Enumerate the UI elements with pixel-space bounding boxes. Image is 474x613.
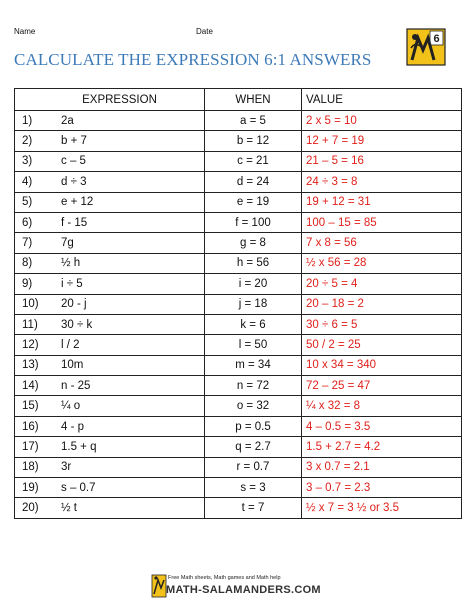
expression-cell bbox=[15, 172, 205, 192]
expression-text: ¼ o bbox=[61, 400, 81, 413]
table-row bbox=[15, 172, 462, 192]
expression-text: 1.5 + q bbox=[61, 440, 97, 453]
question-number: 19) bbox=[22, 481, 39, 494]
table-row bbox=[15, 355, 462, 375]
table-row bbox=[15, 376, 462, 396]
answer-cell: 12 + 7 = 19 bbox=[302, 131, 462, 151]
question-number: 10) bbox=[22, 298, 39, 311]
expression-cell bbox=[15, 376, 205, 396]
table-row bbox=[15, 457, 462, 477]
question-number: 6) bbox=[22, 216, 33, 229]
expression-table bbox=[14, 88, 462, 519]
name-label: Name bbox=[14, 27, 36, 36]
expression-text: 3r bbox=[61, 461, 72, 474]
expression-text: ½ h bbox=[61, 257, 81, 270]
expression-cell bbox=[15, 457, 205, 477]
expression-text: c – 5 bbox=[61, 155, 86, 168]
table-row bbox=[15, 498, 462, 518]
expression-cell bbox=[15, 233, 205, 253]
question-number: 7) bbox=[22, 237, 33, 250]
expression-text: 7g bbox=[61, 237, 74, 250]
table-row bbox=[15, 478, 462, 498]
expression-text: l / 2 bbox=[61, 338, 80, 351]
expression-cell bbox=[15, 396, 205, 416]
table-row bbox=[15, 274, 462, 294]
expression-text: d ÷ 3 bbox=[61, 175, 87, 188]
when-cell: l = 50 bbox=[205, 335, 302, 355]
question-number: 1) bbox=[22, 114, 33, 127]
expression-cell bbox=[15, 498, 205, 518]
question-number: 18) bbox=[22, 461, 39, 474]
question-number: 13) bbox=[22, 359, 39, 372]
answer-cell: 20 – 18 = 2 bbox=[302, 294, 462, 314]
when-cell: q = 2.7 bbox=[205, 437, 302, 457]
answer-cell: 20 ÷ 5 = 4 bbox=[302, 274, 462, 294]
header-value: VALUE bbox=[302, 89, 462, 111]
expression-cell bbox=[15, 314, 205, 334]
answer-cell: 19 + 12 = 31 bbox=[302, 192, 462, 212]
when-cell: p = 0.5 bbox=[205, 416, 302, 436]
when-cell: g = 8 bbox=[205, 233, 302, 253]
table-row bbox=[15, 233, 462, 253]
when-cell: i = 20 bbox=[205, 274, 302, 294]
expression-cell bbox=[15, 111, 205, 131]
question-number: 15) bbox=[22, 400, 39, 413]
when-cell: b = 12 bbox=[205, 131, 302, 151]
when-cell: t = 7 bbox=[205, 498, 302, 518]
answer-cell: 3 x 0.7 = 2.1 bbox=[302, 457, 462, 477]
table-row bbox=[15, 396, 462, 416]
table-row bbox=[15, 416, 462, 436]
expression-cell bbox=[15, 192, 205, 212]
table-row bbox=[15, 192, 462, 212]
when-cell: d = 24 bbox=[205, 172, 302, 192]
expression-text: ½ t bbox=[61, 502, 77, 515]
answer-cell: ½ x 7 = 3 ½ or 3.5 bbox=[302, 498, 462, 518]
expression-cell bbox=[15, 478, 205, 498]
expression-text: 2a bbox=[61, 114, 74, 127]
expression-cell bbox=[15, 416, 205, 436]
expression-text: 30 ÷ k bbox=[61, 318, 93, 331]
question-number: 16) bbox=[22, 420, 39, 433]
answer-cell: 7 x 8 = 56 bbox=[302, 233, 462, 253]
when-cell: k = 6 bbox=[205, 314, 302, 334]
answer-cell: 3 – 0.7 = 2.3 bbox=[302, 478, 462, 498]
header-when: WHEN bbox=[205, 89, 302, 111]
when-cell: s = 3 bbox=[205, 478, 302, 498]
question-number: 2) bbox=[22, 135, 33, 148]
table-header-row bbox=[15, 89, 462, 111]
table-row bbox=[15, 151, 462, 171]
answer-cell: 100 – 15 = 85 bbox=[302, 212, 462, 232]
expression-text: i ÷ 5 bbox=[61, 277, 83, 290]
table-row bbox=[15, 314, 462, 334]
when-cell: m = 34 bbox=[205, 355, 302, 375]
expression-text: e + 12 bbox=[61, 196, 94, 209]
expression-cell bbox=[15, 274, 205, 294]
answer-cell: 30 ÷ 6 = 5 bbox=[302, 314, 462, 334]
when-cell: e = 19 bbox=[205, 192, 302, 212]
when-cell: h = 56 bbox=[205, 253, 302, 273]
answer-cell: 2 x 5 = 10 bbox=[302, 111, 462, 131]
page-title: CALCULATE THE EXPRESSION 6:1 ANSWERS bbox=[14, 50, 372, 69]
footer-tagline: Free Math sheets, Math games and Math help bbox=[168, 575, 281, 581]
expression-cell bbox=[15, 437, 205, 457]
answer-cell: 24 ÷ 3 = 8 bbox=[302, 172, 462, 192]
when-cell: n = 72 bbox=[205, 376, 302, 396]
answer-cell: ¼ x 32 = 8 bbox=[302, 396, 462, 416]
answer-cell: 21 – 5 = 16 bbox=[302, 151, 462, 171]
question-number: 14) bbox=[22, 379, 39, 392]
question-number: 11) bbox=[22, 318, 38, 331]
expression-cell bbox=[15, 131, 205, 151]
table-row bbox=[15, 335, 462, 355]
answer-cell: 72 – 25 = 47 bbox=[302, 376, 462, 396]
answer-cell: 50 / 2 = 25 bbox=[302, 335, 462, 355]
when-cell: j = 18 bbox=[205, 294, 302, 314]
expression-cell bbox=[15, 212, 205, 232]
expression-cell bbox=[15, 253, 205, 273]
expression-cell bbox=[15, 355, 205, 375]
header-expression: EXPRESSION bbox=[15, 89, 205, 111]
expression-text: b + 7 bbox=[61, 135, 87, 148]
table-row bbox=[15, 111, 462, 131]
question-number: 20) bbox=[22, 502, 39, 515]
question-number: 4) bbox=[22, 175, 33, 188]
expression-text: 20 - j bbox=[61, 298, 87, 311]
expression-cell bbox=[15, 151, 205, 171]
question-number: 3) bbox=[22, 155, 33, 168]
expression-cell bbox=[15, 335, 205, 355]
question-number: 12) bbox=[22, 338, 39, 351]
table-row bbox=[15, 294, 462, 314]
when-cell: a = 5 bbox=[205, 111, 302, 131]
when-cell: c = 21 bbox=[205, 151, 302, 171]
date-label: Date bbox=[196, 27, 213, 36]
answer-cell: 4 – 0.5 = 3.5 bbox=[302, 416, 462, 436]
table-row bbox=[15, 131, 462, 151]
question-number: 9) bbox=[22, 277, 33, 290]
expression-text: 10m bbox=[61, 359, 84, 372]
logo-grade: 6 bbox=[433, 33, 440, 45]
expression-text: f - 15 bbox=[61, 216, 88, 229]
expression-cell bbox=[15, 294, 205, 314]
table-row bbox=[15, 212, 462, 232]
expression-text: s – 0.7 bbox=[61, 481, 96, 494]
question-number: 8) bbox=[22, 257, 33, 270]
answer-cell: ½ x 56 = 28 bbox=[302, 253, 462, 273]
answer-cell: 1.5 + 2.7 = 4.2 bbox=[302, 437, 462, 457]
when-cell: o = 32 bbox=[205, 396, 302, 416]
table-row bbox=[15, 437, 462, 457]
salamander-logo-icon bbox=[406, 28, 446, 66]
answer-cell: 10 x 34 = 340 bbox=[302, 355, 462, 375]
when-cell: f = 100 bbox=[205, 212, 302, 232]
expression-text: n - 25 bbox=[61, 379, 91, 392]
when-cell: r = 0.7 bbox=[205, 457, 302, 477]
expression-text: 4 - p bbox=[61, 420, 85, 433]
footer-brand-link[interactable]: MATH-SALAMANDERS.COM bbox=[166, 584, 321, 596]
table-row bbox=[15, 253, 462, 273]
question-number: 17) bbox=[22, 440, 39, 453]
question-number: 5) bbox=[22, 196, 33, 209]
